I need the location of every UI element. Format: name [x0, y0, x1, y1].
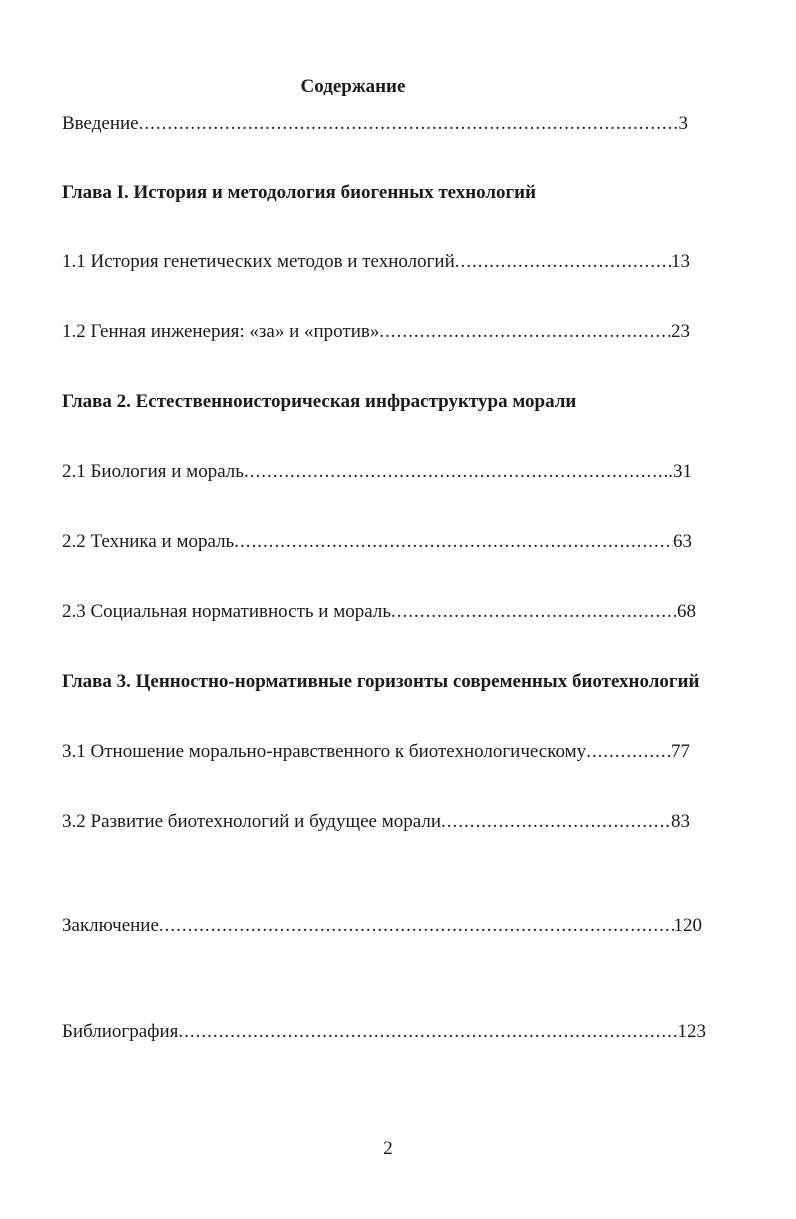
toc-entry-page: 23 [671, 321, 690, 342]
toc-entry-label: 2.3 Социальная нормативность и мораль [62, 601, 391, 622]
toc-entry-1-2 [62, 321, 690, 343]
toc-entry-3-2 [62, 811, 690, 833]
toc-entry-2-2 [62, 531, 692, 553]
leader-dots [441, 811, 671, 833]
toc-entry-label: 2.2 Техника и мораль [62, 531, 235, 552]
leader-dots [379, 321, 671, 343]
toc-entry-label: 3.2 Развитие биотехнологий и будущее морали [62, 811, 441, 832]
toc-entry-page: 83 [671, 811, 690, 832]
leader-dots [244, 461, 664, 483]
toc-entry-label: 1.2 Генная инженерия: «за» и «против» [62, 321, 380, 342]
leader-dots [391, 601, 677, 623]
toc-entry-conclusion [62, 915, 702, 937]
toc-entry-2-3 [62, 601, 696, 623]
leader-dots [159, 915, 674, 937]
leader-dots [455, 251, 671, 273]
toc-entry-label: Введение [62, 113, 139, 134]
toc-entry-page: 3 [678, 113, 688, 134]
toc-entry-label: Заключение [62, 915, 159, 936]
toc-entry-page: 68 [677, 601, 696, 622]
toc-entry-page: 63 [673, 531, 692, 552]
toc-entry-page: 13 [671, 251, 690, 272]
toc-title: Содержание [300, 76, 406, 97]
leader-dots [178, 1021, 677, 1043]
toc-entry-1-1 [62, 251, 690, 273]
toc-entry-label: 2.1 Биология и мораль [62, 461, 244, 482]
page-number: 2 [383, 1138, 393, 1159]
toc-entry-page: 77 [671, 741, 690, 762]
leader-dots [234, 531, 673, 553]
toc-entry-intro [62, 113, 688, 135]
chapter-2-heading: Глава 2. Естественноисторическая инфраструктура морали [62, 391, 577, 412]
toc-entry-bibliography [62, 1021, 706, 1043]
chapter-1-heading: Глава I. История и методология биогенных технологий [62, 182, 537, 203]
toc-entry-page: 120 [673, 915, 702, 936]
toc-entry-label: 1.1 История генетических методов и технологий [62, 251, 455, 272]
toc-entry-page: 123 [677, 1021, 706, 1042]
toc-entry-page: ..31 [663, 461, 692, 482]
leader-dots [139, 113, 679, 135]
toc-entry-label: Библиография [62, 1021, 179, 1042]
toc-entry-label: 3.1 Отношение морально-нравственного к биотехнологическому [62, 741, 587, 762]
toc-entry-3-1 [62, 741, 690, 763]
toc-entry-2-1 [62, 461, 692, 483]
leader-dots [586, 741, 671, 763]
chapter-3-heading: Глава 3. Ценностно-нормативные горизонты современных биотехнологий [62, 671, 700, 692]
